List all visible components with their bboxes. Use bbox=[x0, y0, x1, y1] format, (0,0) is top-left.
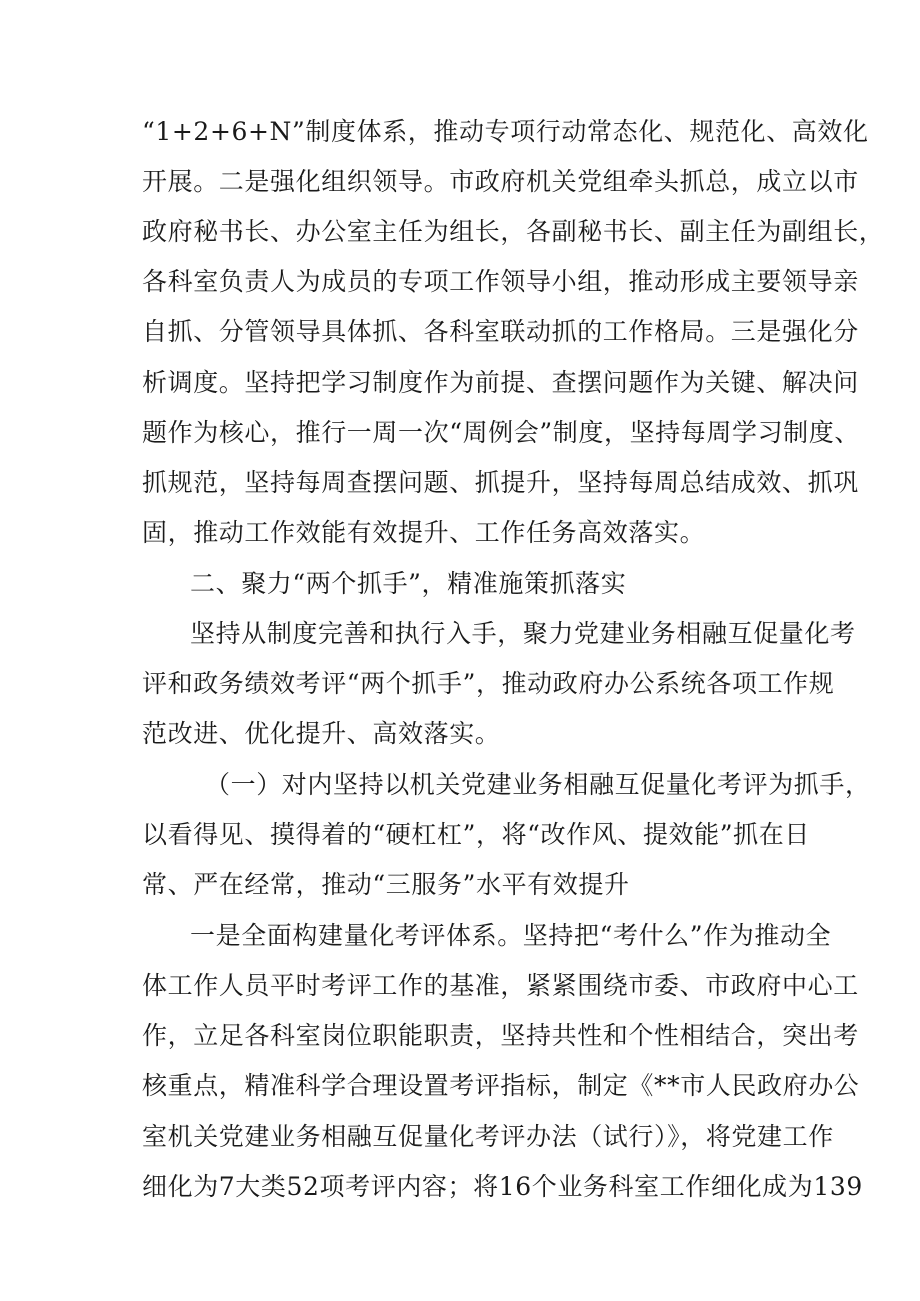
paragraph-line: 坚持从制度完善和执行入手，聚力党建业务相融互促量化考 bbox=[190, 619, 856, 648]
subsection-heading-line: 以看得见、摸得着的“硬杠杠”，将“改作风、提效能”抓在日 bbox=[142, 820, 810, 849]
paragraph-line: 开展。二是强化组织领导。市政府机关党组牵头抓总，成立以市 bbox=[142, 167, 859, 196]
paragraph-line: 固，推动工作效能有效提升、工作任务高效落实。 bbox=[142, 518, 706, 547]
paragraph-line: 抓规范，坚持每周查摆问题、抓提升，坚持每周总结成效、抓巩 bbox=[142, 468, 859, 497]
paragraph-line: 自抓、分管领导具体抓、各科室联动抓的工作格局。三是强化分 bbox=[142, 317, 859, 346]
paragraph-line: 各科室负责人为成员的专项工作领导小组，推动形成主要领导亲 bbox=[142, 267, 859, 296]
paragraph-line: 题作为核心，推行一周一次“周例会”制度，坚持每周学习制度、 bbox=[142, 418, 860, 447]
paragraph-line: 一是全面构建量化考评体系。坚持把“考什么”作为推动全 bbox=[190, 921, 832, 950]
paragraph-line: 评和政务绩效考评“两个抓手”，推动政府办公系统各项工作规 bbox=[142, 669, 835, 698]
paragraph-line: 政府秘书长、办公室主任为组长，各副秘书长、副主任为副组长， bbox=[142, 217, 885, 246]
paragraph-line: 范改进、优化提升、高效落实。 bbox=[142, 719, 501, 748]
paragraph-line: 作，立足各科室岗位职能职责，坚持共性和个性相结合，突出考 bbox=[142, 1021, 859, 1050]
paragraph-line: 核重点，精准科学合理设置考评指标，制定《**市人民政府办公 bbox=[142, 1071, 860, 1100]
paragraph-line: 体工作人员平时考评工作的基准，紧紧围绕市委、市政府中心工 bbox=[142, 971, 859, 1000]
subsection-heading: （一）对内坚持以机关党建业务相融互促量化考评为抓手， bbox=[205, 770, 871, 799]
section-heading: 二、聚力“两个抓手”，精准施策抓落实 bbox=[190, 569, 627, 598]
paragraph-line: 细化为7大类52项考评内容；将16个业务科室工作细化成为139 bbox=[142, 1172, 863, 1201]
paragraph-line: “1+2+6+N”制度体系，推动专项行动常态化、规范化、高效化 bbox=[142, 117, 869, 146]
subsection-heading-line: 常、严在经常，推动“三服务”水平有效提升 bbox=[142, 870, 630, 899]
paragraph-line: 室机关党建业务相融互促量化考评办法（试行）》，将党建工作 bbox=[142, 1122, 834, 1151]
paragraph-line: 析调度。坚持把学习制度作为前提、查摆问题作为关键、解决问 bbox=[142, 368, 859, 397]
